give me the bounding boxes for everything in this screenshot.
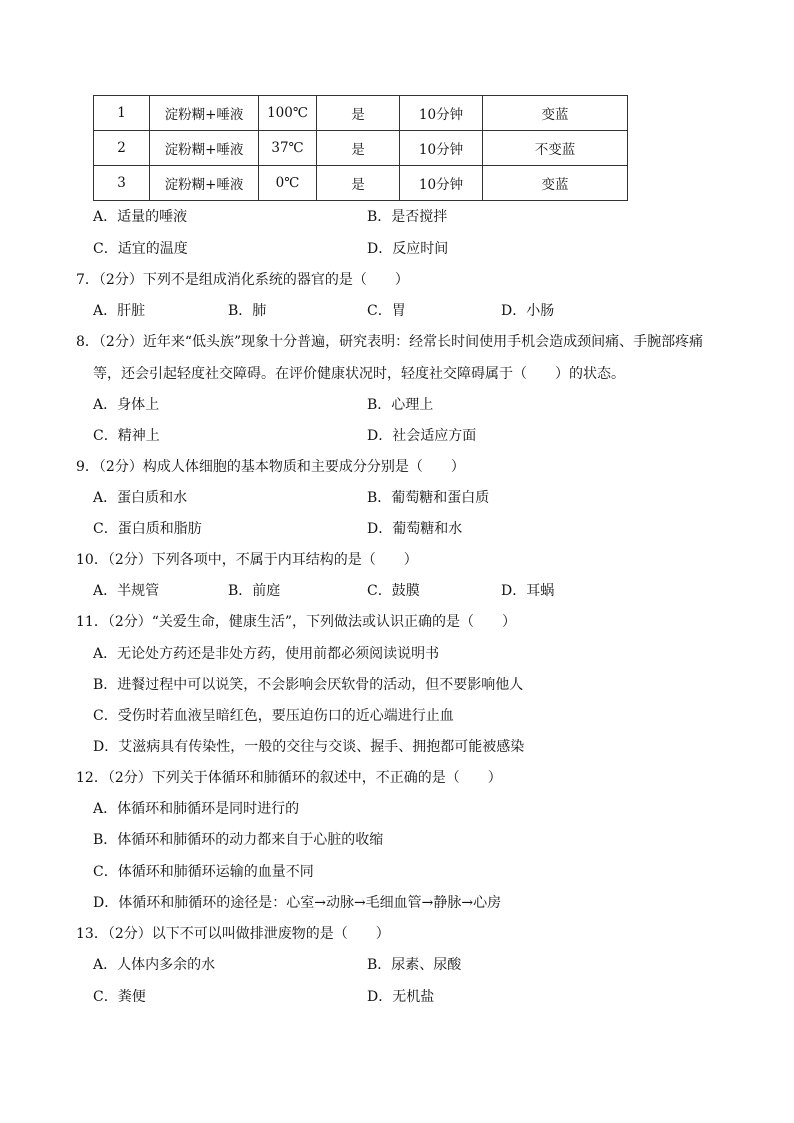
q8-option-d: D．社会适应方面 [367, 428, 477, 444]
table-cell: 10分钟 [400, 131, 483, 166]
table-cell: 10分钟 [400, 96, 483, 131]
table-cell: 不变蓝 [483, 131, 628, 166]
q13-option-c: C．粪便 [93, 989, 146, 1005]
table-cell: 是 [317, 131, 400, 166]
q7-option-c: C．胃 [367, 303, 406, 319]
q12-option-d: D．体循环和肺循环的途径是：心室→动脉→毛细血管→静脉→心房 [93, 895, 502, 911]
q8-option-c: C．精神上 [93, 428, 160, 444]
table-cell: 10分钟 [400, 166, 483, 201]
q8-option-a: A．身体上 [93, 397, 160, 413]
q8-stem-line1: 8．（2分）近年来“低头族”现象十分普遍，研究表明：经常长时间使用手机会造成颈间痛、手腕部疼痛 [76, 334, 704, 350]
q12-option-c: C．体循环和肺循环运输的血量不同 [93, 864, 314, 880]
table-row [94, 166, 628, 201]
table-cell: 37℃ [259, 131, 317, 166]
q12-option-a: A．体循环和肺循环是同时进行的 [93, 801, 300, 817]
q6-option-d: D．反应时间 [367, 241, 449, 257]
q11-option-c: C．受伤时若血液呈暗红色，要压迫伤口的近心端进行止血 [93, 708, 454, 724]
q10-option-b: B．前庭 [228, 583, 281, 599]
q12-option-b: B．体循环和肺循环的动力都来自于心脏的收缩 [93, 832, 384, 848]
q9-option-c: C．蛋白质和脂肪 [93, 521, 202, 537]
q6-option-c: C．适宜的温度 [93, 241, 188, 257]
q12-stem: 12．（2分）下列关于体循环和肺循环的叙述中，不正确的是（ ） [76, 770, 502, 786]
experiment-table [93, 95, 628, 201]
q6-option-b: B．是否搅拌 [367, 209, 448, 225]
q9-stem: 9．（2分）构成人体细胞的基本物质和主要成分分别是（ ） [76, 459, 465, 475]
q13-option-d: D．无机盐 [367, 989, 435, 1005]
table-cell: 变蓝 [483, 166, 628, 201]
table-cell: 100℃ [259, 96, 317, 131]
q7-option-a: A．肝脏 [93, 303, 146, 319]
q8-option-b: B．心理上 [367, 397, 434, 413]
q7-option-d: D．小肠 [501, 303, 555, 319]
q13-option-b: B．尿素、尿酸 [367, 957, 462, 973]
q9-option-b: B．葡萄糖和蛋白质 [367, 490, 490, 506]
q10-option-c: C．鼓膜 [367, 583, 420, 599]
q8-stem-line2: 等，还会引起轻度社交障碍。在评价健康状况时，轻度社交障碍属于（ ）的状态。 [93, 366, 625, 382]
q7-option-b: B．肺 [228, 303, 267, 319]
table-cell: 是 [317, 96, 400, 131]
q10-stem: 10．（2分）下列各项中，不属于内耳结构的是（ ） [76, 552, 418, 568]
q6-option-a: A．适量的唾液 [93, 209, 188, 225]
table-cell: 淀粉糊+唾液 [150, 131, 259, 166]
table-cell: 淀粉糊+唾液 [150, 96, 259, 131]
q11-option-d: D．艾滋病具有传染性，一般的交往与交谈、握手、拥抱都可能被感染 [93, 739, 525, 755]
table-cell: 淀粉糊+唾液 [150, 166, 259, 201]
table-row [94, 96, 628, 131]
q11-option-b: B．进餐过程中可以说笑，不会影响会厌软骨的活动，但不要影响他人 [93, 677, 524, 693]
table-cell: 2 [94, 131, 150, 166]
q7-stem: 7．（2分）下列不是组成消化系统的器官的是（ ） [76, 272, 409, 288]
q10-option-d: D．耳蜗 [501, 583, 555, 599]
table-row [94, 131, 628, 166]
table-cell: 变蓝 [483, 96, 628, 131]
q13-stem: 13．（2分）以下不可以叫做排泄废物的是（ ） [76, 926, 390, 942]
table-cell: 0℃ [259, 166, 317, 201]
table-cell: 是 [317, 166, 400, 201]
table-cell: 1 [94, 96, 150, 131]
q13-option-a: A．人体内多余的水 [93, 957, 216, 973]
q11-stem: 11．（2分）“关爱生命，健康生活”，下列做法或认识正确的是（ ） [76, 614, 517, 630]
q9-option-d: D．葡萄糖和水 [367, 521, 463, 537]
q9-option-a: A．蛋白质和水 [93, 490, 188, 506]
q10-option-a: A．半规管 [93, 583, 160, 599]
table-cell: 3 [94, 166, 150, 201]
q11-option-a: A．无论处方药还是非处方药，使用前都必须阅读说明书 [93, 646, 440, 662]
